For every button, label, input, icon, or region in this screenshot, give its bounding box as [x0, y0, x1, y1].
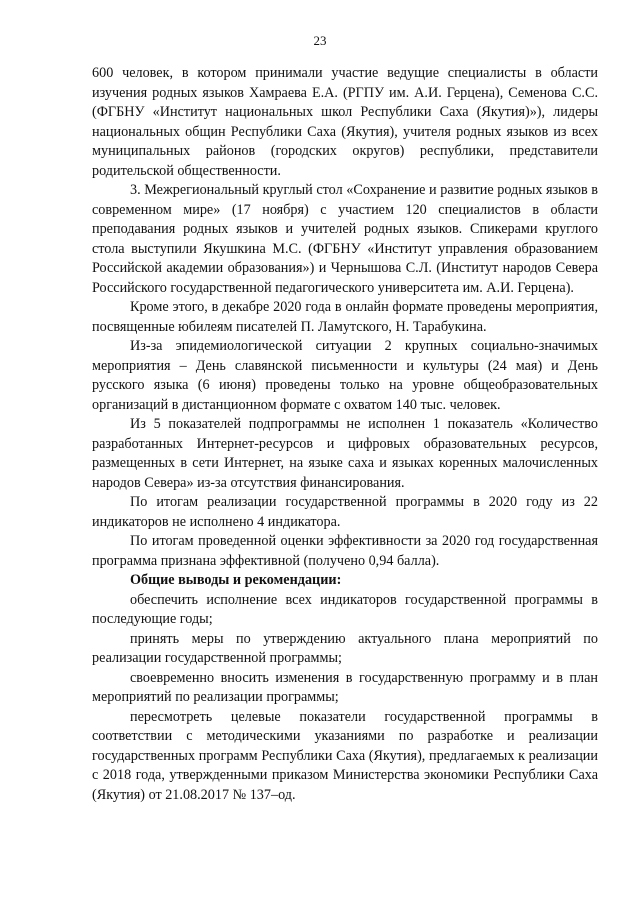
recommendation-4: пересмотреть целевые показатели государственной программы в соответствии с методическими указаниями по разработке и реализации государственных программ Республики Саха (Якутия), предлагаемых к реализации с 2018 года, утвержденными приказом Министерства экономики Республики Саха (Якутия) от 21.08.2017 № 137–од. — [92, 708, 598, 803]
recommendation-1: обеспечить исполнение всех индикаторов государственной программы в последующие годы; — [92, 591, 598, 627]
paragraph-4: Из-за эпидемиологической ситуации 2 крупных социально-значимых мероприятия – День славянской письменности и культуры (24 мая) и День русского языка (6 июня) проведены только на уровне общеобразовательных организаций в дистанционном формате с охватом 140 тыс. человек. — [92, 338, 598, 413]
page-number: 23 — [313, 33, 327, 48]
section-heading: Общие выводы и рекомендации: — [130, 572, 342, 588]
paragraph-5: Из 5 показателей подпрограммы не исполнен 1 показатель «Количество разработанных Интернет-ресурсов и цифровых образовательных ресурсов, размещенных в сети Интернет, на языке саха и языках коренных малочисленных народов Севера» из-за отсутствия финансирования. — [92, 416, 598, 491]
paragraph-2: 3. Межрегиональный круглый стол «Сохранение и развитие родных языков в современном мире» (17 ноября) с участием 120 специалистов в области преподавания родных языков и учителей родных языков. Спикерами круглого стола выступили Якушкина М.С. (ФГБНУ «Институт управления образованием Российской академии образования») и Чернышова С.Л. (Институт народов Севера Российского государственной педагогического университета им. А.И. Герцена). — [92, 182, 598, 296]
paragraph-6: По итогам реализации государственной программы в 2020 году из 22 индикаторов не исполнено 4 индикатора. — [92, 494, 598, 530]
paragraph-1: 600 человек, в котором принимали участие ведущие специалисты в области изучения родных языков Хамраева Е.А. (РГПУ им. А.И. Герцена), Семенова С.С. (ФГБНУ «Институт национальных школ Республики Саха (Якутия)»), лидеры национальных общин Республики Саха (Якутия), учителя родных языков из всех муниципальных районов (городских округов) республики, представители родительской общественности. — [92, 65, 598, 179]
paragraph-3: Кроме этого, в декабре 2020 года в онлайн формате проведены мероприятия, посвященные юбилеям писателей П. Ламутского, Н. Тарабукина. — [92, 299, 598, 335]
recommendation-2: принять меры по утверждению актуального плана мероприятий по реализации государственной программы; — [92, 630, 598, 666]
paragraph-7: По итогам проведенной оценки эффективности за 2020 год государственная программа признана эффективной (получено 0,94 балла). — [92, 533, 598, 569]
recommendation-3: своевременно вносить изменения в государственную программу и в план мероприятий по реализации программы; — [92, 669, 598, 705]
body-text — [92, 64, 598, 805]
